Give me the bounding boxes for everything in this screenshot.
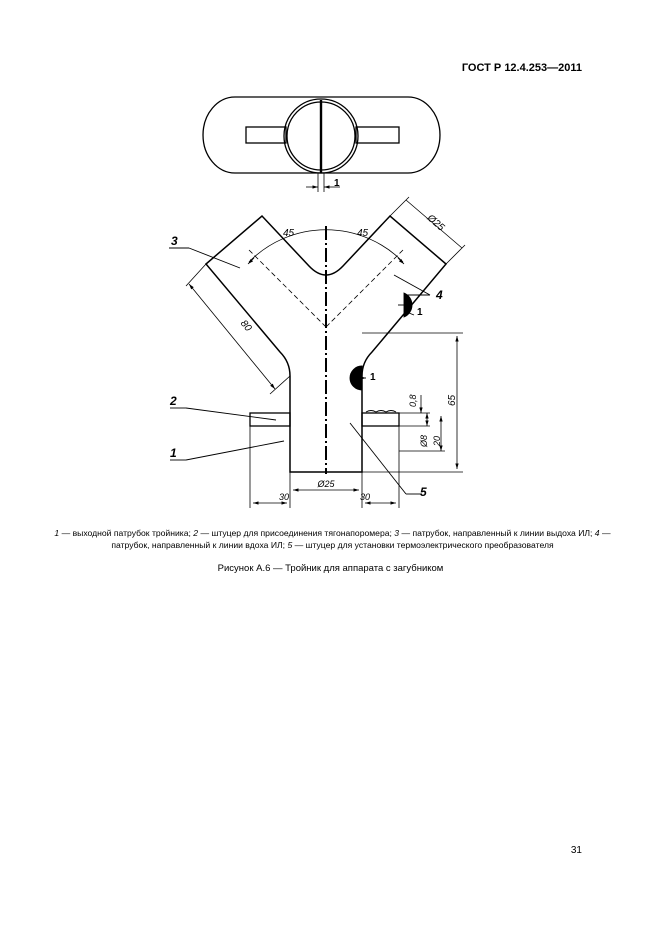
figure-caption: Рисунок А.6 — Тройник для аппарата с загубником [217, 563, 444, 574]
top-view-right-fitting [356, 127, 399, 143]
top-view [203, 97, 440, 192]
branch-length-label: 80 [237, 318, 254, 334]
callout-4: 4 [436, 288, 443, 302]
legend-item: 1 — выходной патрубок тройника; [54, 528, 194, 538]
dim-08-label: 0,8 [408, 394, 418, 407]
diam-fitting-label: Ø8 [419, 434, 429, 447]
height-label: 65 [447, 394, 458, 406]
figure-legend [40, 527, 625, 551]
tee-body [206, 216, 446, 474]
top-view-left-fitting [246, 127, 286, 143]
gap-upper-label: 1 [417, 307, 423, 318]
fitting-5 [362, 413, 399, 426]
legend-item: 5 — штуцер для установки термоэлектрического преобразователя [287, 540, 554, 550]
callout-3: 3 [171, 234, 178, 248]
angle-left-label: 45 [283, 228, 295, 239]
callout-leaders [169, 248, 430, 494]
right-30-label: 30 [360, 492, 371, 502]
branch-diam-label: Ø25 [424, 212, 447, 234]
callout-2: 2 [170, 394, 177, 408]
legend-item: 2 — штуцер для присоединения тягонапоромера; [193, 528, 395, 538]
legend-item: 3 — патрубок, направленный к линии выдоха ИЛ; [394, 528, 595, 538]
callout-5: 5 [420, 485, 427, 499]
bottom-dimensions [250, 426, 399, 508]
dim-20-label: 20 [432, 435, 442, 446]
left-30-label: 30 [278, 492, 289, 502]
top-view-dim-label: 1 [334, 178, 340, 189]
fitting-5-thread [366, 411, 396, 413]
callout-1: 1 [170, 446, 177, 460]
legend-item: 4 — патрубок, направленный к линии вдоха ИЛ; [111, 528, 611, 550]
gap-middle-label: 1 [370, 372, 376, 383]
standard-header: ГОСТ Р 12.4.253—2011 [461, 62, 582, 74]
branch-length-dimension [186, 264, 290, 394]
branch-diam-dimension [390, 197, 465, 264]
outlet-diam-label: Ø25 [317, 479, 335, 489]
gap-markers [350, 293, 414, 390]
angle-right-label: 45 [357, 228, 369, 239]
page-number: 31 [570, 845, 582, 856]
